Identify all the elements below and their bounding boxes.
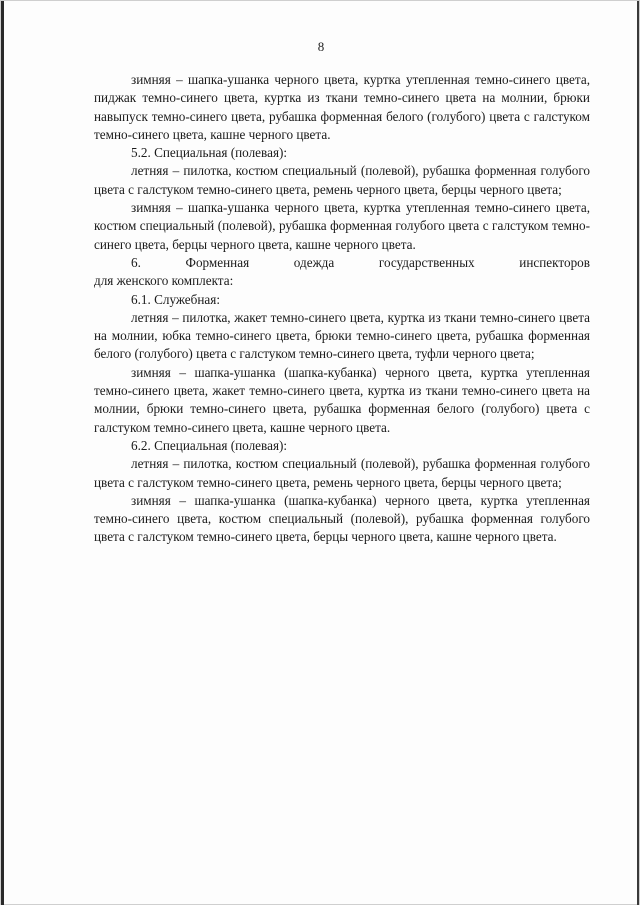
heading-6-2: 6.2. Специальная (полевая): xyxy=(131,437,288,453)
heading-5-2: 5.2. Специальная (полевая): xyxy=(131,145,288,161)
scan-edge-left xyxy=(1,1,4,905)
paragraph-summer-6-1: летняя – пилотка, жакет темно-синего цвета, куртка из ткани темно-синего цвета на молнии, юбка темно-синего цвета, брюки темно-синего цвета, рубашка форменная белого (голубого) цвета с галстуком темно-синего цвета, туфли черного цвета; xyxy=(94,309,590,362)
heading-6-line2: для женского комплекта: xyxy=(94,273,234,289)
paragraph-summer-6-2: летняя – пилотка, костюм специальный (полевой), рубашка форменная голубого цвета с галстуком темно-синего цвета, ремень черного цвета, берцы черного цвета; xyxy=(94,456,590,490)
heading-6-line1: 6. Форменная одежда государственных инспекторов xyxy=(131,254,590,270)
paragraph-summer-5-2: летняя – пилотка, костюм специальный (полевой), рубашка форменная голубого цвета с галстуком темно-синего цвета, ремень черного цвета, берцы черного цвета; xyxy=(94,163,590,197)
scan-edge-right xyxy=(637,1,639,905)
paragraph-winter-6-2: зимняя – шапка-ушанка (шапка-кубанка) черного цвета, куртка утепленная темно-синего цвета, костюм специальный (полевой), рубашка форменная голубого цвета с галстуком темно-синего цвета, берцы черного цвета, кашне черного цвета. xyxy=(94,492,590,545)
paragraph-winter-5-2: зимняя – шапка-ушанка черного цвета, куртка утепленная темно-синего цвета, костюм специальный (полевой), рубашка форменная голубого цвета с галстуком темно-синего цвета, берцы черного цвета, кашне черного цвета. xyxy=(94,200,590,252)
document-body xyxy=(94,71,590,547)
heading-6-1: 6.1. Служебная: xyxy=(131,291,221,307)
paragraph-winter-5-1: зимняя – шапка-ушанка черного цвета, куртка утепленная темно-синего цвета, пиджак темно-синего цвета, куртка из ткани темно-синего цвета на молнии, брюки навыпуск темно-синего цвета, рубашка форменная белого (голубого) цвета с галстуком темно-синего цвета, кашне черного цвета. xyxy=(94,72,590,142)
page-number: 8 xyxy=(317,39,325,54)
paragraph-winter-6-1: зимняя – шапка-ушанка (шапка-кубанка) черного цвета, куртка утепленная темно-синего цвета, жакет темно-синего цвета, куртка из ткани темно-синего цвета на молнии, брюки темно-синего цвета, рубашка форменная белого (голубого) цвета с галстуком темно-синего цвета, кашне черного цвета. xyxy=(94,364,590,435)
